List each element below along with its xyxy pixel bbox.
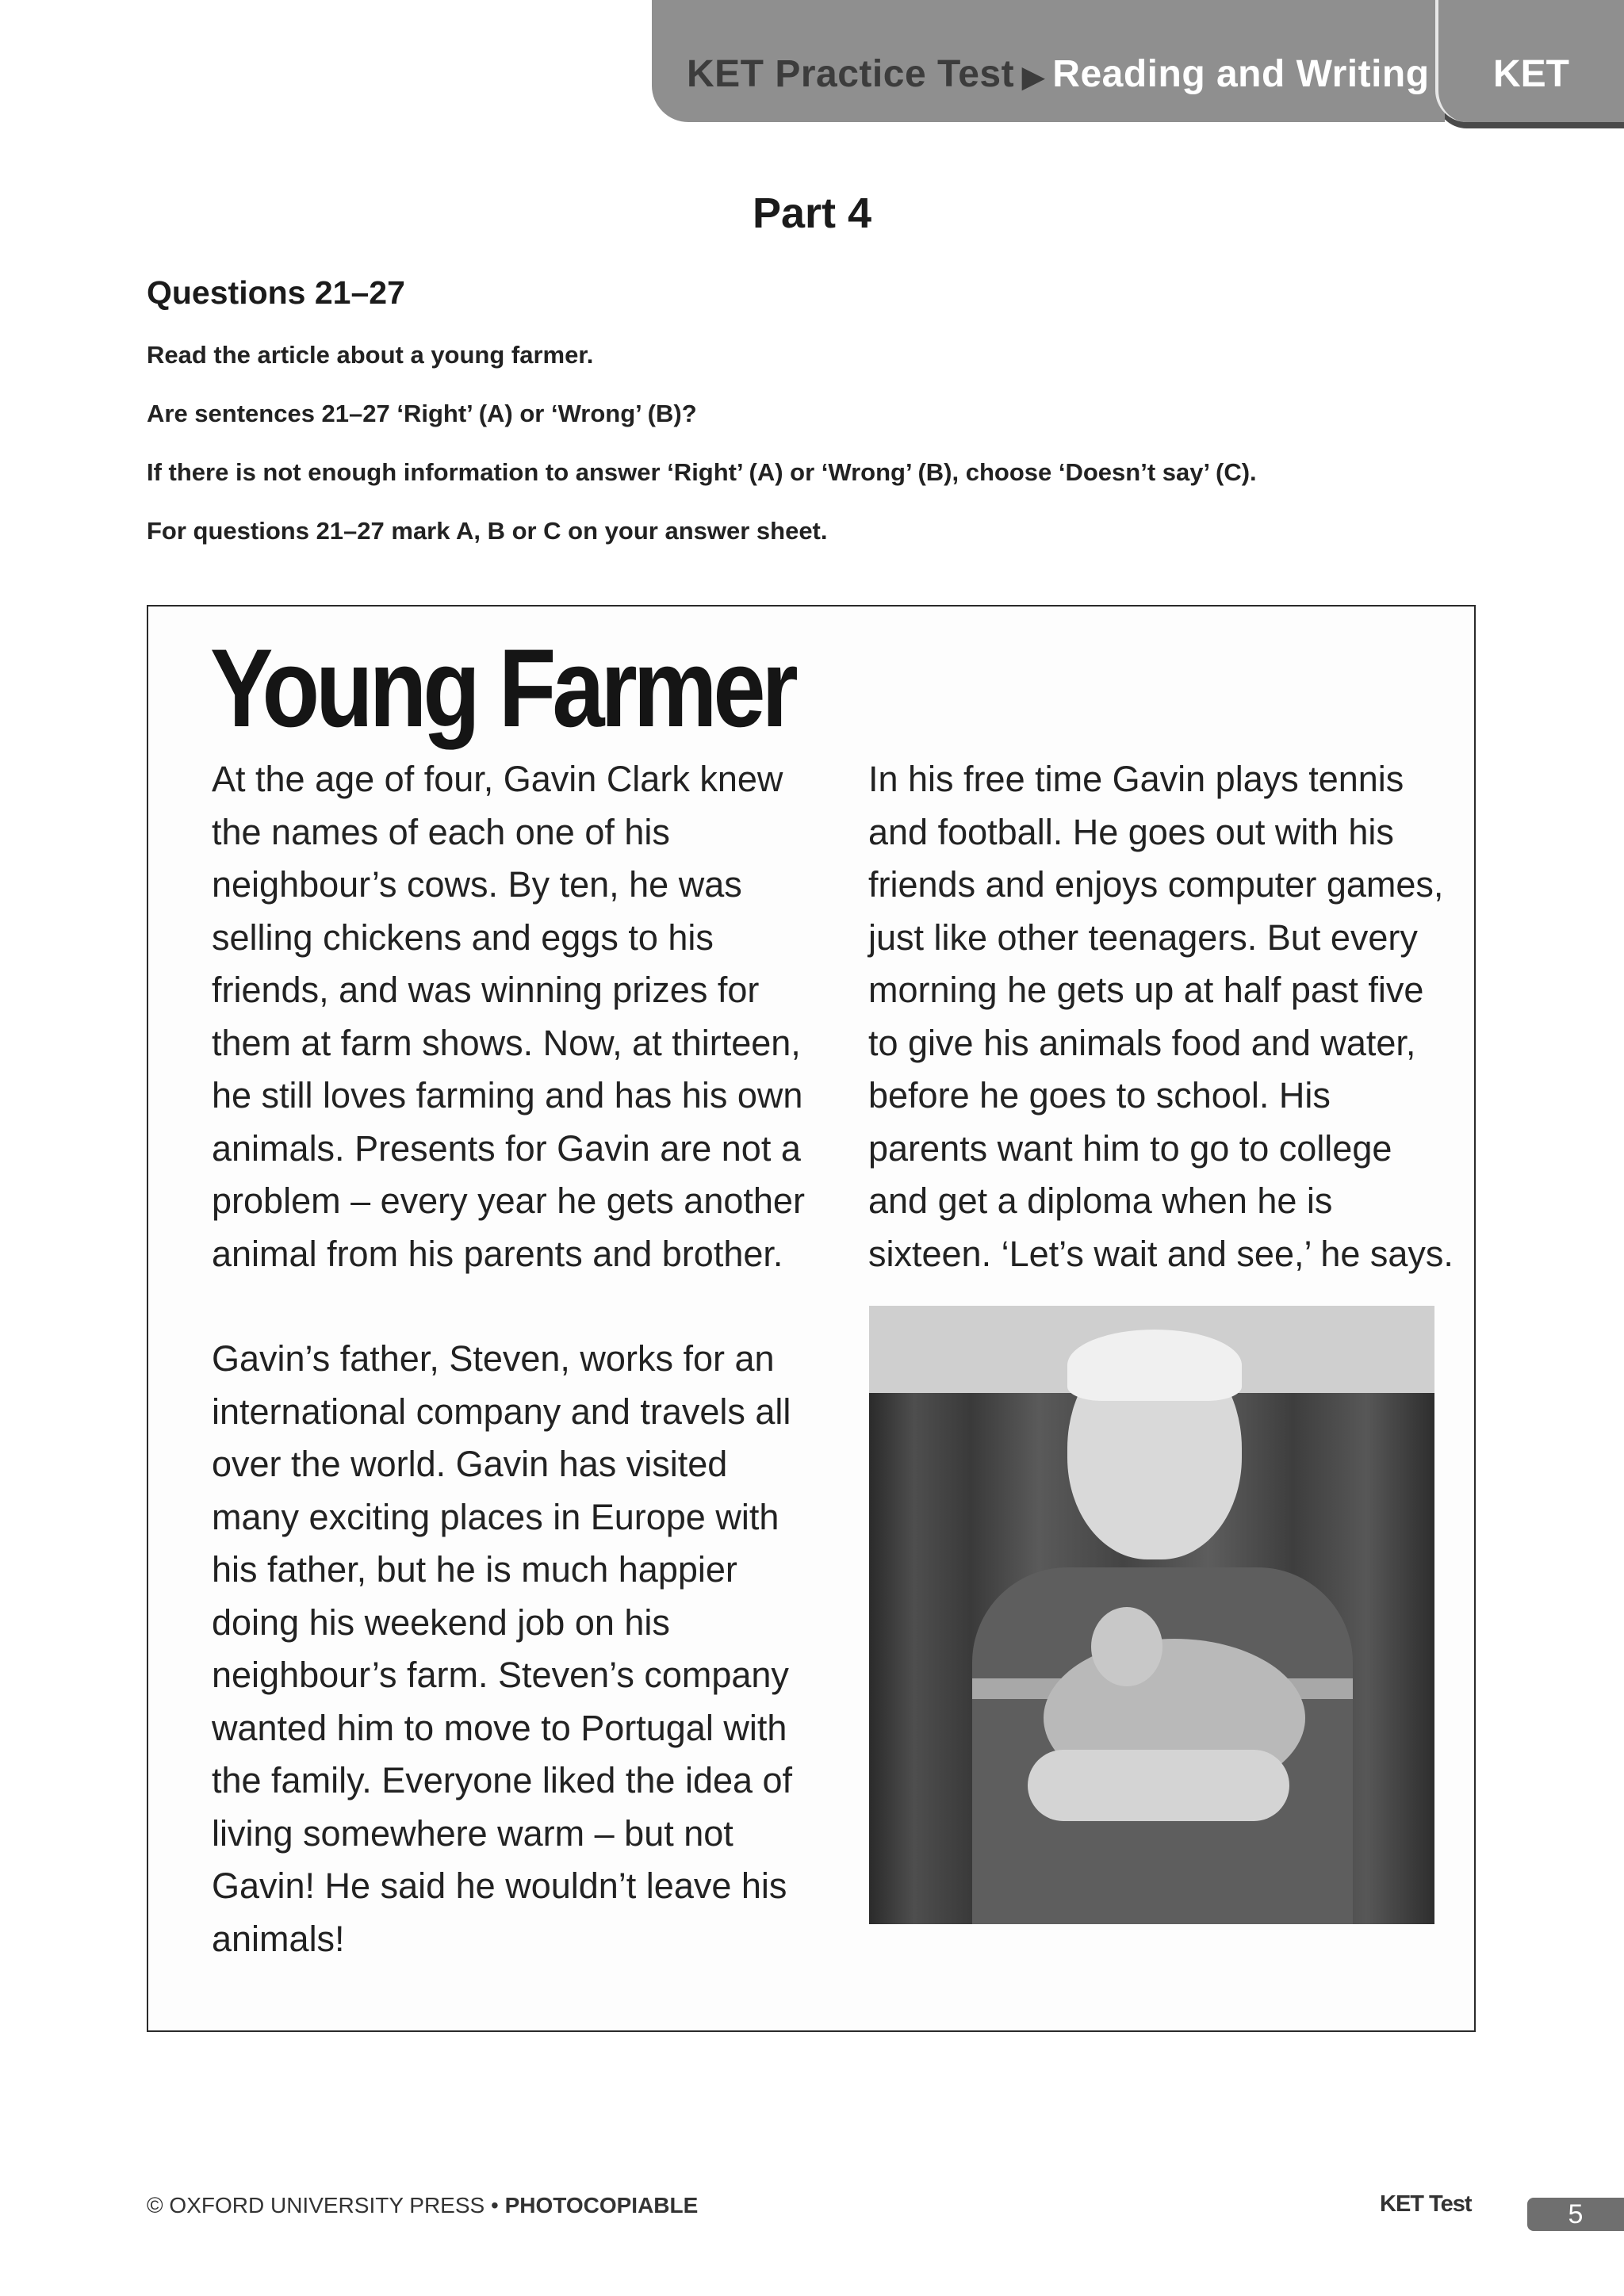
footer-copyright [147,2193,698,2218]
boy-with-chicken-photo [869,1306,1434,1924]
header-level-tab [1435,0,1624,122]
article-box [147,605,1476,2032]
header-series: KET Practice Test [687,53,1015,95]
part-title: Part 4 [752,189,872,237]
article-paragraph-2: Gavin’s father, Steven, works for an international company and travels all over the world. Gavin has visited many exciting places in Europe with his father, but he is much happier doing his weekend job on his neighbour’s farm. Steven’s company wanted him to move to Portugal with the family. Everyone liked the idea of living somewhere warm – but not Gavin! He said he wouldn’t leave his animals! [212,1338,793,1959]
instruction-3: If there is not enough information to answer ‘Right’ (A) or ‘Wrong’ (B), choose ‘Doesn’t say’ (C). [147,458,1257,486]
header-title [687,0,1430,122]
instruction-1: Read the article about a young farmer. [147,341,594,369]
article-paragraph-3: In his free time Gavin plays tennis and football. He goes out with his friends and enjoys computer games, just like other teenagers. But every morning he gets up at half past five to give his animals food and water, before he goes to school. His parents want him to go to college and get a diploma when he is sixteen. ‘Let’s wait and see,’ he says. [868,759,1454,1274]
arrow-right-icon: ▶ [1022,60,1045,93]
header-level: KET [1493,53,1569,95]
header-tab [652,0,1624,125]
article-left-column [212,753,814,1965]
questions-heading: Questions 21–27 [147,274,405,311]
article-paragraph-1: At the age of four, Gavin Clark knew the names of each one of his neighbour’s cows. By ten, he was selling chickens and eggs to his friends, and was winning prizes for them at farm shows. Now, at thirteen, he still loves farming and has his own animals. Presents for Gavin are not a problem – every year he gets another animal from his parents and brother. [212,759,805,1274]
header-title-tab [652,0,1445,122]
copyright-text: © OXFORD UNIVERSITY PRESS • [147,2193,499,2218]
footer-test-label: KET Test [1380,2191,1472,2217]
page-number: 5 [1527,2198,1624,2231]
instruction-2: Are sentences 21–27 ‘Right’ (A) or ‘Wrong’ (B)? [147,400,697,427]
instruction-4: For questions 21–27 mark A, B or C on your answer sheet. [147,517,828,545]
header-section: Reading and Writing [1052,53,1430,95]
photocopiable-label: PHOTOCOPIABLE [504,2193,699,2218]
article-right-column [868,753,1455,1280]
article-title: Young Farmer [210,626,795,750]
